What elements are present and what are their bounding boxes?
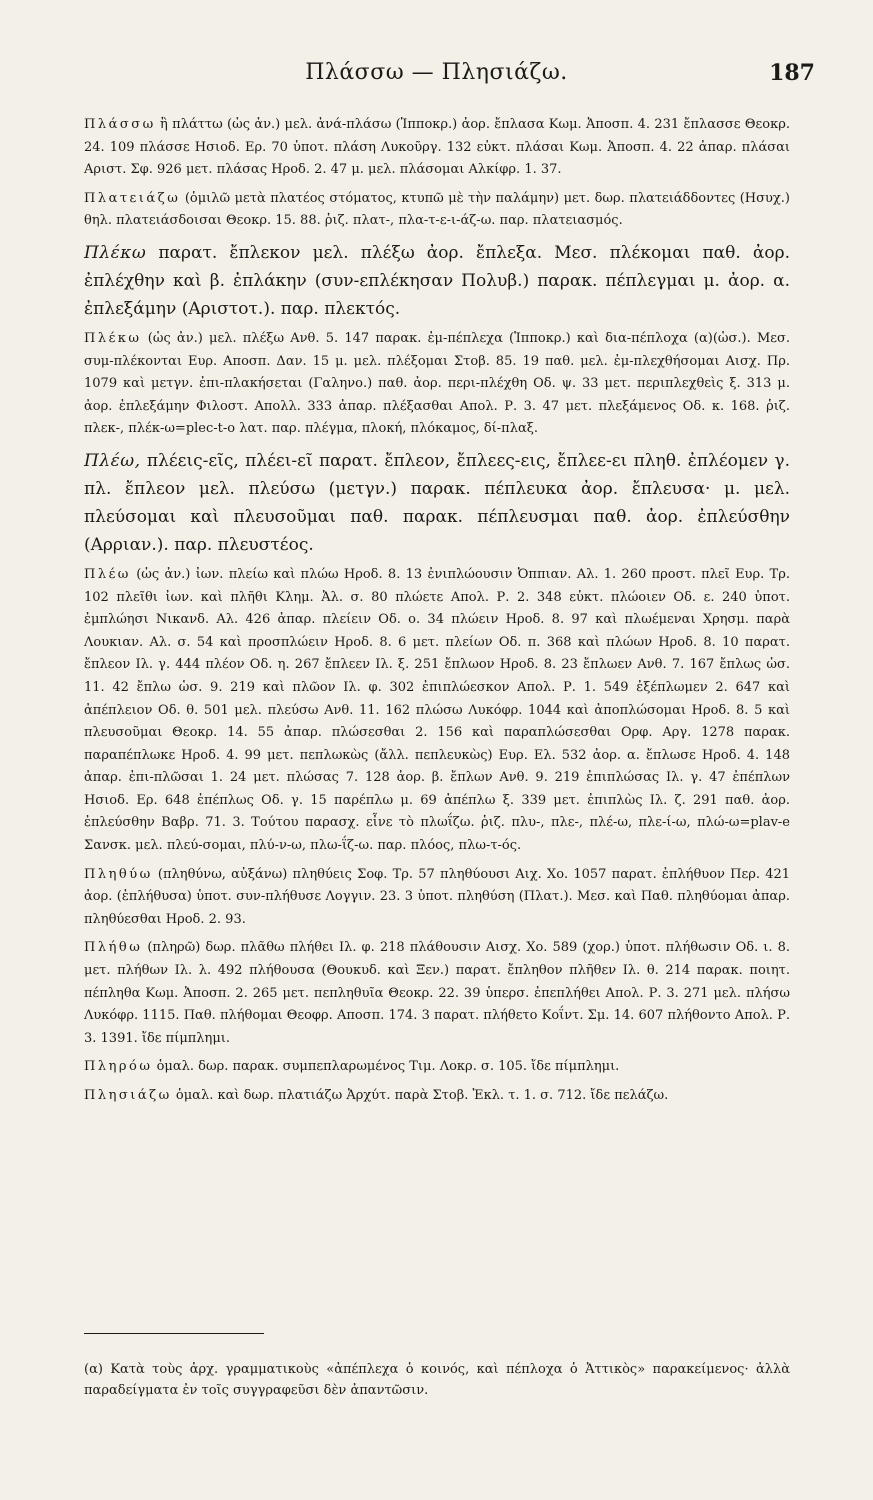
entries-column bbox=[84, 114, 790, 1114]
footnote-divider bbox=[84, 1333, 264, 1334]
entry-text: (ὡς ἀν.) μελ. πλέξω Ανθ. 5. 147 παρακ. ἐμ-πέπλεχα (Ἱπποκρ.) καὶ δια-πέπλοχα (α)(ὡσ.). Μεσ. συμ-πλέκονται Ευρ. Αποσπ. Δαν. 15 μ. μελ. πλέξομαι Στοβ. 85. 19 παθ. μελ. ἐμ-πλεχθήσομαι Αισχ. Πρ. 1079 καὶ μετγν. ἐπι-πλακήσεται (Γαληνο.) παθ. ἀορ. περι-πλέχθη Οδ. ψ. 33 μετ. περιπλεχθεὶς ξ. 313 μ. ἀορ. ἐπλεξάμην Φιλοστ. Απολλ. 333 ἀπαρ. πλέξασθαι Απολ. Ρ. 3. 47 μετ. πλεξάμενος Οδ. κ. 168. ῥιζ. πλεκ-, πλέκ-ω=plec-t-o λατ. παρ. πλέγμα, πλοκή, πλόκαμος, δί-πλαξ. bbox=[84, 330, 790, 437]
entry-text: ὁμαλ. καὶ δωρ. πλατιάζω Ἀρχύτ. παρὰ Στοβ. Ἐκλ. τ. 1. σ. 712. ἴδε πελάζω. bbox=[175, 1088, 669, 1103]
entry-text: ἢ πλάττω (ὡς ἀν.) μελ. ἀνά-πλάσω (Ἱπποκρ.) ἀορ. ἔπλασα Κωμ. Ἀποσπ. 4. 231 ἔπλασσε Θεοκρ. 24. 109 πλάσσε Ησιοδ. Ερ. 70 ὑποτ. πλάση Λυκοῦργ. 132 εὐκτ. πλάσαι Κωμ. Ἀποσπ. 4. 22 ἀπαρ. πλάσαι Αριστ. Σφ. 926 μετ. πλάσας Ηροδ. 2. 47 μ. μελ. πλάσομαι Αλκίφρ. 1. 37. bbox=[84, 117, 790, 178]
entry-plesiazo bbox=[84, 1085, 790, 1108]
running-title: Πλάσσω — Πλησιάζω. bbox=[305, 60, 568, 85]
page-number: 187 bbox=[769, 60, 815, 86]
entry-text: (πληθύνω, αὐξάνω) πληθύεις Σοφ. Τρ. 57 πληθύουσι Αιχ. Χο. 1057 παρατ. ἐπλήθυον Περ. 421 ἀορ. (ἐπλήθυσα) ὑποτ. συν-πλήθυσε Λογγιν. 23. 3 ὑποτ. πληθύση (Πλατ.). Μεσ. καὶ Παθ. πληθύομαι ἀπαρ. πληθύεσθαι Ηροδ. 2. 93. bbox=[84, 866, 791, 927]
entry-pleko-summary bbox=[84, 239, 790, 323]
footnote-text: Κατὰ τοὺς ἀρχ. γραμματικοὺς «ἀπέπλεχα ὁ κοινός, καὶ πέπλοχα ὁ Ἀττικὸς» παρακείμενος· ἀλλὰ παραδείγματα ἐν τοῖς συγγραφεῦσι δὲν ἀπαντῶσιν. bbox=[84, 1362, 790, 1398]
entry-pleo-summary bbox=[84, 447, 790, 559]
entry-text: ὁμαλ. δωρ. παρακ. συμπεπλαρωμένος Τιμ. Λοκρ. σ. 105. ἴδε πίμπλημι. bbox=[156, 1059, 620, 1075]
entry-text: (πληρῶ) δωρ. πλᾶθω πλήθει Ιλ. φ. 218 πλάθουσιν Αισχ. Χο. 589 (χορ.) ὑποτ. πλήθωσιν Οδ. ι. 8. μετ. πλήθων Ιλ. λ. 492 πλήθουσα (Θουκυδ. καὶ Ξεν.) παρατ. ἔπληθον πλῆθεν Ιλ. θ. 214 παρακ. ποιητ. πέπληθα Κωμ. Ἀποσπ. 2. 265 μετ. πεπληθυῖα Θεοκρ. 22. 39 ὑπερσ. ἐπεπλήθει Απολ. Ρ. 3. 271 μελ. πλήσω Λυκόφρ. 1115. Παθ. πλήθομαι Θεοφρ. Αποσπ. 174. 3 παρατ. πλήθετο Κοΐντ. Σμ. 14. 607 πλήθοντο Απολ. Ρ. 3. 1391. ἴδε πίμπλημι. bbox=[84, 940, 790, 1046]
page-header bbox=[0, 60, 873, 102]
entry-plateiazo bbox=[84, 188, 790, 233]
entry-pleo-detail bbox=[84, 564, 790, 858]
footnote-marker: (α) bbox=[84, 1362, 103, 1377]
entry-headword: Πληθύω bbox=[84, 866, 153, 882]
entry-headword: Πλάσσω bbox=[84, 117, 156, 132]
entry-text: πλέεις-εῖς, πλέει-εῖ παρατ. ἔπλεον, ἔπλεες-εις, ἔπλεε-ει πληθ. ἐπλέομεν γ. πλ. ἔπλεον μελ. πλεύσω (μετγν.) παρακ. πέπλευκα ἀορ. ἔπλευσα· μ. μελ. πλεύσομαι καὶ πλευσοῦμαι παθ. παρακ. πέπλευσμαι παθ. ἀορ. ἐπλεύσθην (Αρριαν.). παρ. πλευστέος. bbox=[84, 450, 790, 555]
entry-headword: Πλατειάζω bbox=[84, 190, 181, 206]
entry-text: (ὁμιλῶ μετὰ πλατέος στόματος, κτυπῶ μὲ τὴν παλάμην) μετ. δωρ. πλατειάδδοντες (Ησυχ.) θηλ. πλατειάσδοισαι Θεοκρ. 15. 88. ῥιζ. πλατ-, πλα-τ-ε-ι-άζ-ω. παρ. πλατειασμός. bbox=[84, 190, 790, 229]
entry-plasso bbox=[84, 114, 790, 182]
entry-headword: Πλέκω bbox=[84, 330, 142, 346]
entry-headword: Πλέκω bbox=[84, 242, 147, 263]
entry-pletho bbox=[84, 937, 790, 1050]
entry-pleroo bbox=[84, 1056, 790, 1079]
entry-pleko-detail bbox=[84, 328, 790, 441]
entry-headword: Πλέω bbox=[84, 566, 131, 582]
entry-headword: Πλησιάζω bbox=[84, 1088, 172, 1103]
entry-plethyo bbox=[84, 864, 790, 932]
entry-text: (ὡς ἀν.) ἰων. πλείω καὶ πλώω Ηροδ. 8. 13 ἐνιπλώουσιν Ὀππιαν. Αλ. 1. 260 προστ. πλεῖ Ευρ. Τρ. 102 πλεῖθι ἰων. καὶ πλῆθι Κλημ. Ἀλ. σ. 80 πλώετε Απολ. Ρ. 2. 348 εὐκτ. πλώοιεν Οδ. ε. 240 ὑποτ. ἐμπλώησι Νικανδ. Αλ. 426 ἀπαρ. πλείειν Οδ. ο. 34 πλώειν Ηροδ. 8. 97 καὶ πλωέμεναι Χρησμ. παρὰ Λουκιαν. Αλ. σ. 54 καὶ προσπλώειν Ηροδ. 8. 6 μετ. πλείων Οδ. π. 368 καὶ πλώων Ηροδ. 8. 10 παρατ. ἔπλεον Ιλ. γ. 444 πλέον Οδ. η. 267 ἔπλεεν Ιλ. ξ. 251 ἔπλωον Ηροδ. 8. 23 ἔπλωεν Ανθ. 7. 167 ἔπλως ὡσ. 11. 42 ἔπλω ὡσ. 9. 219 καὶ πλῶον Ιλ. φ. 302 ἐπιπλώεσκον Απολ. Ρ. 1. 549 ἐξέπλωμεν 2. 647 καὶ ἀπέπλειον Οδ. θ. 501 μελ. πλεύσω Ανθ. 11. 162 πλώσω Λυκόφρ. 1044 καὶ ἀποπλώσομαι Ηροδ. 8. 5 καὶ πλευσοῦμαι Θεοκρ. 14. 55 ἀπαρ. πλώσεσθαι 2. 156 καὶ παραπλώσεσθαι Ορφ. Αργ. 1278 παρακ. παραπέπλωκε Ηροδ. 4. 99 μετ. πεπλωκὼς (ἄλλ. πεπλευκὼς) Ευρ. Ελ. 532 ἀορ. α. ἔπλωσε Ηροδ. 4. 148 ἀπαρ. ἐπι-πλῶσαι 1. 24 μετ. πλώσας 7. 128 ἀορ. β. ἔπλων Ανθ. 9. 219 ἐπιπλώσας Ιλ. γ. 47 ἐπέπλων Ησιοδ. Ερ. 648 ἐπέπλως Οδ. γ. 15 παρέπλω μ. 69 ἀπέπλω ξ. 339 μετ. ἐπιπλὼς Ιλ. ζ. 291 παθ. ἀορ. ἐπλεύσθην Βαβρ. 71. 3. Τούτου παρασχ. εἶνε τὸ πλωΐζω. ῥιζ. πλυ-, πλε-, πλέ-ω, πλε-ί-ω, πλώ-ω=plav-e Σανσκ. μελ. πλεύ-σομαι, πλύ-ν-ω, πλω-ΐζ-ω. παρ. πλόος, πλω-τ-ός. bbox=[84, 566, 790, 854]
entry-headword: Πλέω, bbox=[84, 450, 141, 471]
entry-text: παρατ. ἔπλεκον μελ. πλέξω ἀορ. ἔπλεξα. Μεσ. πλέκομαι παθ. ἀορ. ἐπλέχθην καὶ β. ἐπλάκην (συν-επλέκησαν Πολυβ.) παρακ. πέπλεγμαι μ. ἀορ. α. ἐπλεξάμην (Αριστοτ.). παρ. πλεκτός. bbox=[84, 242, 790, 319]
entry-headword: Πλήθω bbox=[84, 940, 143, 956]
footnote bbox=[84, 1359, 790, 1401]
entry-headword: Πληρόω bbox=[84, 1059, 153, 1075]
